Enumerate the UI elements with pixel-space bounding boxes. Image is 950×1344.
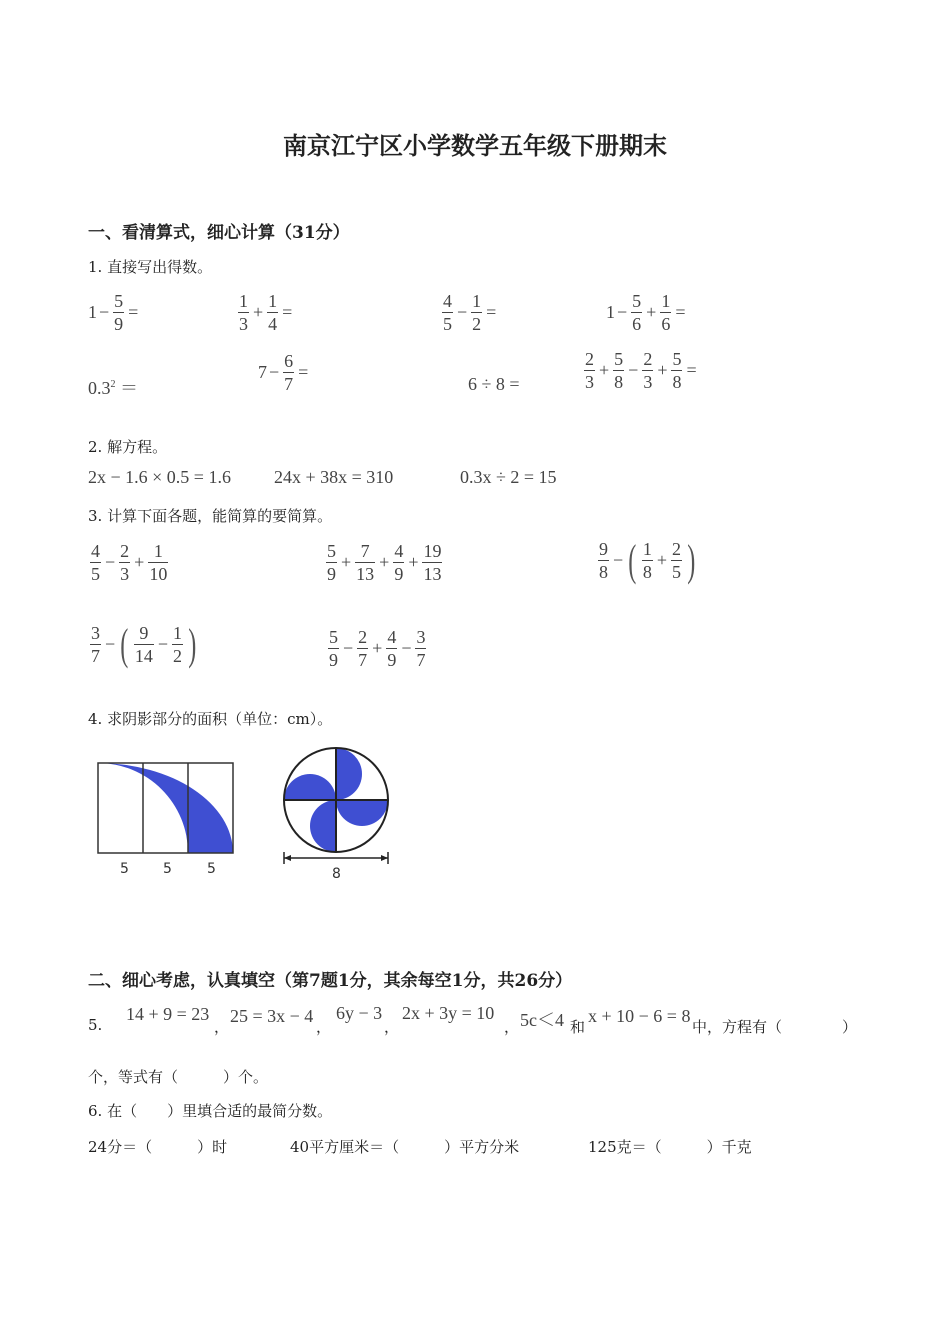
q5-line2: 个，等式有（ ）个。 xyxy=(88,1068,269,1086)
fig1-label-2: 5 xyxy=(163,861,172,877)
q1-expr-5: $0.3^2$ ＝ xyxy=(88,378,138,398)
section1-heading: 一、看清算式，细心计算（31分） xyxy=(88,223,350,243)
q5-sep-2: ， xyxy=(316,1018,332,1036)
q5-item-5: 5c＜4 xyxy=(520,1010,564,1030)
q2-equation-2: 24x + 38x = 310 xyxy=(274,467,394,487)
q1-expr-1: 1 − $\frac{5}{9}$ = xyxy=(88,291,139,334)
petal-2 xyxy=(336,800,388,826)
q3-expr-1: $\frac{4}{5}$ − $\frac{2}{3}$ + $\frac{1}{10}$ xyxy=(91,541,168,584)
q6-item-3: 125克＝（ ）千克 xyxy=(588,1138,752,1156)
petal-3 xyxy=(310,800,336,852)
q1-expr-8: $\frac{2}{3}$ + $\frac{5}{8}$ − $\frac{2}{3}$ + $\frac{5}{8}$ = xyxy=(585,349,697,392)
q1-label: 1. 直接写出得数。 xyxy=(88,258,213,276)
q2-equation-1: 2x − 1.6 × 0.5 = 1.6 xyxy=(88,467,231,487)
page-title: 南京江宁区小学数学五年级下册期末 xyxy=(283,131,667,160)
fig2-label: 8 xyxy=(332,866,341,882)
q3-expr-3: $\frac{9}{8}$ − ( $\frac{1}{8}$ + $\frac{2}{5}$ ) xyxy=(599,535,696,585)
q5-tail: 中，方程有（ xyxy=(692,1018,783,1036)
petal-4 xyxy=(284,774,336,800)
q2-label: 2. 解方程。 xyxy=(88,438,168,456)
fig1-label-3: 5 xyxy=(207,861,216,877)
q5-sep-3: ， xyxy=(384,1018,400,1036)
shaded-circle-figure xyxy=(276,740,400,885)
q1-expr-7: 6 ÷ 8 = xyxy=(468,374,520,394)
shaded-rectangle-figure xyxy=(90,755,250,885)
q5-sep-1: ， xyxy=(214,1018,230,1036)
q5-he: 和 xyxy=(570,1018,586,1036)
q2-equation-3: 0.3x ÷ 2 = 15 xyxy=(460,467,557,487)
q3-expr-5: $\frac{5}{9}$ − $\frac{2}{7}$ + $\frac{4}{9}$ − $\frac{3}{7}$ xyxy=(329,627,426,670)
q5-close: ） xyxy=(842,1018,858,1036)
q3-expr-2: $\frac{5}{9}$ + $\frac{7}{13}$ + $\frac{4}{9}$ + $\frac{19}{13}$ xyxy=(327,541,442,584)
q6-item-2: 40平方厘米＝（ ）平方分米 xyxy=(290,1138,520,1156)
q6-label: 6. 在（ ）里填合适的最简分数。 xyxy=(88,1102,333,1120)
q5-item-3: 6y − 3 xyxy=(336,1003,383,1023)
q5-item-4: 2x + 3y = 10 xyxy=(402,1003,495,1023)
shaded-region xyxy=(98,763,233,853)
q4-label: 4. 求阴影部分的面积（单位：cm）。 xyxy=(88,710,333,728)
q1-expr-6: 7 − $\frac{6}{7}$ = xyxy=(258,351,309,394)
q5-item-2: 25 = 3x − 4 xyxy=(230,1006,314,1026)
q6-item-1: 24分＝（ ）时 xyxy=(88,1138,228,1156)
section2-heading: 二、细心考虑，认真填空（第7题1分，其余每空1分，共26分） xyxy=(88,971,573,991)
q3-label: 3. 计算下面各题，能简算的要简算。 xyxy=(88,507,333,525)
fig1-label-1: 5 xyxy=(120,861,129,877)
q1-expr-3: $\frac{4}{5}$ − $\frac{1}{2}$ = xyxy=(443,291,497,334)
q1-expr-4: 1 − $\frac{5}{6}$ + $\frac{1}{6}$ = xyxy=(606,291,686,334)
q5-sep-4: ， xyxy=(504,1018,520,1036)
q3-expr-4: $\frac{3}{7}$ − ( $\frac{9}{14}$ − $\frac{1}{2}$ ) xyxy=(91,619,197,669)
q5-number: 5. xyxy=(88,1016,103,1034)
q5-item-1: 14 + 9 = 23 xyxy=(126,1004,210,1024)
q1-expr-2: $\frac{1}{3}$ + $\frac{1}{4}$ = xyxy=(239,291,293,334)
petal-1 xyxy=(336,748,362,800)
q5-item-6: x + 10 − 6 = 8 xyxy=(588,1006,691,1026)
